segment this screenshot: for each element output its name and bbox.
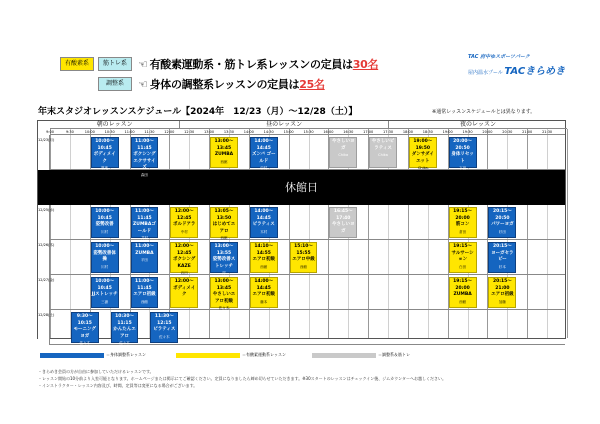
class-time: 11:00～11:45: [135, 139, 154, 151]
time-tick: 17:00: [363, 130, 374, 134]
closed-day-banner: 休館日: [38, 170, 565, 205]
brand-bottom-small: 屋内温水プール: [468, 70, 503, 76]
class-name: ボルドアラ: [173, 222, 196, 227]
class-block[interactable]: [91, 207, 119, 238]
class-block[interactable]: [111, 312, 139, 343]
class-name: 姿勢改善ストレッチ: [212, 257, 236, 269]
class-name: ボクシングエクササイズ: [133, 152, 156, 170]
class-block[interactable]: [131, 207, 159, 238]
time-tick: 10:00: [84, 130, 95, 134]
class-instructor: 岩田: [180, 271, 188, 275]
class-name: ボディメイク: [173, 285, 196, 297]
class-instructor: 川村: [101, 229, 109, 234]
class-block[interactable]: [170, 207, 198, 238]
class-instructor: 築地: [101, 166, 109, 170]
time-tick: 15:00: [283, 130, 294, 134]
class-block[interactable]: [409, 137, 437, 168]
class-time: 20:15～21:00: [492, 279, 512, 291]
class-instructor: Chika: [417, 166, 428, 170]
headline-line1-text: 有酸素運動系・筋トレ系レッスンの定員は: [149, 58, 353, 71]
grid-line: [567, 129, 568, 338]
class-name: やさしいヨガ: [332, 139, 355, 151]
class-instructor: 西館: [140, 299, 148, 304]
class-instructor: 加藤: [498, 299, 506, 304]
time-tick: 11:30: [144, 130, 155, 134]
class-block[interactable]: [250, 242, 278, 273]
class-instructor: 佐々木: [119, 341, 130, 345]
class-name: ZUMBA: [453, 292, 472, 297]
footer-note-3: ・インストラクター・レッスン内容及び、時間、定員等は変更になる場合がございます。: [38, 383, 198, 388]
class-block[interactable]: [170, 242, 198, 273]
band-header-1: 昼のレッスン: [179, 121, 388, 129]
time-tick: 20:30: [502, 130, 513, 134]
class-time: 19:15～: [453, 244, 472, 249]
class-name: JJストレッチ: [91, 292, 118, 297]
time-tick: 12:30: [184, 130, 195, 134]
class-name: ピラティス: [153, 327, 176, 332]
day-label: 12/25(水): [38, 205, 50, 240]
class-time: 19:00～19:50: [413, 139, 433, 151]
class-name: サルサーション: [451, 250, 474, 262]
class-instructor: 平田: [140, 258, 148, 262]
time-tick: 20:00: [482, 130, 493, 134]
time-tick: 10:30: [104, 130, 115, 134]
class-block[interactable]: [71, 312, 99, 343]
class-name: はじめてエアロ: [212, 222, 236, 234]
class-instructor: 中村: [260, 166, 268, 170]
class-instructor: 白田: [459, 264, 467, 269]
class-time: 12:00～12:45: [174, 244, 194, 256]
legend-tag-strength: 筋トレ系: [98, 57, 132, 71]
class-time: 15:10～15:55: [294, 244, 313, 256]
class-time: 12:00～: [174, 279, 194, 284]
class-block[interactable]: [91, 242, 119, 273]
class-block[interactable]: [210, 137, 238, 168]
day-label: 12/26(木): [38, 240, 50, 275]
class-block[interactable]: [131, 242, 159, 273]
time-tick: 15:30: [303, 130, 314, 134]
day-label: 12/27(金): [38, 275, 50, 310]
class-time: 9:30～10:15: [76, 314, 93, 326]
class-name: ボディメイク: [93, 152, 116, 164]
class-time: 10:00～10:45: [95, 279, 115, 291]
time-tick: 21:00: [522, 130, 533, 134]
time-tick: 16:30: [343, 130, 354, 134]
class-time: 14:00～14:45: [254, 209, 274, 221]
class-name: ダンサダイエット: [411, 152, 434, 164]
class-name: エアロ初級: [252, 257, 275, 262]
band-header-0: 朝のレッスン: [50, 121, 179, 129]
time-tick: 12:00: [164, 130, 175, 134]
class-block[interactable]: [170, 277, 198, 308]
class-time: 10:00～10:45: [95, 139, 115, 151]
schedule-note: ※通常レッスンスケジュールとは異なります。: [432, 109, 536, 115]
class-name: エアロ初級: [252, 292, 275, 297]
class-name: ズンバ ゴールド: [251, 152, 276, 164]
class-name: 筋コン: [455, 222, 470, 227]
time-tick: 14:30: [263, 130, 274, 134]
class-time: 13:00～13:45: [214, 279, 234, 291]
time-tick: 16:00: [323, 130, 334, 134]
class-name: ボクシング KAZE: [173, 257, 196, 269]
class-time: 13:05～13:50: [214, 209, 234, 221]
time-tick: 18:00: [402, 130, 413, 134]
class-instructor: 西館: [220, 159, 228, 164]
class-block[interactable]: [488, 207, 516, 238]
class-time: 14:00～14:45: [254, 279, 274, 291]
class-instructor: 西館: [459, 299, 467, 304]
class-instructor: 西館: [220, 236, 228, 240]
class-instructor: 中村: [180, 229, 188, 234]
class-instructor: 木村: [260, 229, 268, 234]
class-time: 10:00～10:45: [95, 209, 115, 221]
class-time: 20:00～20:50: [453, 139, 472, 151]
time-tick: 18:30: [422, 130, 433, 134]
class-name: エアロ初級: [133, 292, 156, 297]
class-time: 19:15～20:00: [453, 209, 472, 221]
class-time: 12:00～12:45: [174, 209, 194, 221]
class-block[interactable]: [210, 207, 238, 238]
class-name: やさしいエアロ初級: [212, 292, 236, 304]
brand-bottom-big: TACきらめき: [504, 66, 566, 77]
day-label: 12/23(月): [38, 135, 50, 170]
class-time: 10:30～11:15: [115, 314, 134, 326]
class-block[interactable]: [449, 137, 477, 168]
brand-top-text: TAC 府中ゆスポーツパーク: [468, 54, 530, 60]
time-tick: 11:00: [124, 130, 135, 134]
class-block[interactable]: [329, 207, 357, 238]
footer-legend-swatch-gray: [312, 353, 376, 358]
schedule-title: 年末スタジオレッスンスケジュール【2024年 12/23（月）～12/28（土）】: [38, 107, 358, 117]
class-instructor: 藤本: [260, 299, 268, 304]
class-name: 姿勢改善: [95, 222, 114, 227]
class-name: 身体リセット: [451, 152, 474, 164]
class-name: ピラティス: [252, 222, 275, 227]
footer-note-2: ・レッスン開始の10分前より入室可能となります。ホームページまたは掲示にてご確認ください。定員になりましたら締め切らせていただきます。※30スタートのレッスンはチェックイン後、ジムカウンターへお越しください。: [38, 376, 446, 381]
class-block[interactable]: [150, 312, 178, 343]
class-name: ZUMBAゴールド: [133, 222, 156, 234]
class-block[interactable]: [449, 242, 477, 273]
class-instructor: 岸: [222, 271, 226, 275]
class-block[interactable]: [449, 277, 477, 308]
headline-line1-value: 30名: [352, 58, 379, 71]
class-time: 11:00～: [135, 244, 154, 249]
class-instructor: 西館: [300, 264, 308, 269]
class-name: かんたんエアロ: [113, 327, 136, 339]
time-tick: 9:30: [65, 130, 74, 134]
class-instructor: 杉田: [498, 229, 506, 234]
band-header-2: 夜のレッスン: [388, 121, 567, 129]
footer-legend-label-blue: ＝身体調整系レッスン: [106, 352, 146, 357]
class-instructor: Chika: [338, 153, 349, 157]
class-name: 姿勢改善体操: [93, 250, 116, 262]
headline-capacity-aerobic: [138, 56, 378, 72]
class-time: 13:00～13:45: [214, 139, 234, 151]
class-time: 10:00～: [95, 244, 115, 249]
legend-tag-aerobic: 有酸素系: [60, 57, 94, 71]
time-tick: 17:30: [382, 130, 394, 134]
class-instructor: 西館: [260, 264, 268, 269]
class-instructor: 森田: [140, 172, 148, 177]
class-time: 11:00～11:45: [135, 279, 154, 291]
class-instructor: 杉本: [498, 264, 506, 269]
class-time: 11:30～12:15: [154, 314, 174, 326]
brand-logo: [468, 53, 586, 81]
class-time: 19:15～20:00: [453, 279, 472, 291]
time-tick: 9:00: [46, 130, 54, 134]
class-name: やさしいピラティス: [371, 139, 395, 151]
headline-line2-value: 25名: [299, 78, 325, 91]
class-time: 13:00～13:55: [214, 244, 234, 256]
footer-legend-swatch-yellow: [176, 353, 240, 358]
class-block[interactable]: [488, 242, 516, 273]
class-name: モーニングヨガ: [73, 327, 96, 339]
class-name: エアロ中級: [292, 257, 315, 262]
footer-legend-label-yellow: ＝有酸素運動系レッスン: [242, 352, 286, 357]
class-block[interactable]: [210, 277, 238, 308]
class-block[interactable]: [250, 207, 278, 238]
headline-capacity-conditioning: [138, 76, 325, 92]
legend-tag-conditioning: 調整系: [98, 77, 132, 91]
class-time: 20:15～: [492, 244, 512, 249]
day-label: 12/28(土): [38, 310, 50, 345]
schedule-grid: [37, 120, 566, 345]
class-instructor: 下田: [459, 166, 467, 170]
class-instructor: 佐々木: [79, 341, 91, 345]
class-time: 11:00～11:45: [135, 209, 154, 221]
class-block[interactable]: [290, 242, 318, 273]
class-block[interactable]: [449, 207, 477, 238]
class-block[interactable]: [91, 277, 119, 308]
footer-legend-label-gray: ＝調整系＆筋トレ: [378, 352, 410, 357]
pointing-hand-icon: ☜: [138, 78, 148, 91]
time-tick: 19:30: [462, 130, 473, 134]
class-block[interactable]: [369, 137, 397, 168]
class-instructor: Chika: [378, 153, 388, 157]
class-time: 16:45～17:40: [333, 209, 353, 221]
time-tick: 13:00: [204, 130, 215, 134]
class-name: ZUMBA: [135, 250, 154, 256]
class-instructor: 三浦: [101, 299, 109, 304]
class-block[interactable]: [131, 277, 159, 308]
class-time: 20:15～20:50: [492, 209, 512, 221]
class-name: ZUMBA: [214, 152, 234, 157]
brand-bottom: [468, 62, 586, 77]
footer-note-1: ・きらめき会員の方が自由に参加していただけるレッスンです。: [38, 369, 154, 374]
class-block[interactable]: [488, 277, 516, 308]
time-tick: 19:00: [442, 130, 453, 134]
class-block[interactable]: [131, 137, 159, 177]
class-block[interactable]: [210, 242, 238, 273]
class-instructor: 倉田: [459, 229, 467, 234]
class-name: パワーヨガ: [491, 222, 514, 227]
class-time: 14:10～14:55: [254, 244, 274, 256]
class-instructor: 川村: [101, 264, 109, 269]
class-instructor: 佐々木: [218, 306, 230, 310]
class-name: やさしいヨガ: [332, 222, 355, 234]
headline-line2-text: 身体の調整系レッスンの定員は: [149, 78, 300, 91]
class-block[interactable]: [250, 277, 278, 308]
class-name: ヨーガセラピー: [491, 250, 514, 262]
time-tick: 21:30: [542, 130, 553, 134]
class-instructor: 井村: [140, 236, 148, 240]
class-time: 14:00～14:45: [254, 139, 274, 151]
class-instructor: 佐々木: [159, 334, 170, 339]
time-tick: 14:00: [243, 130, 254, 134]
class-block[interactable]: [91, 137, 119, 168]
class-block[interactable]: [329, 137, 357, 168]
class-name: エアロ初級: [491, 292, 514, 297]
pointing-hand-icon: ☜: [138, 58, 148, 71]
time-tick: 13:30: [223, 130, 234, 134]
class-block[interactable]: [250, 137, 278, 168]
footer-legend-swatch-blue: [40, 353, 104, 358]
